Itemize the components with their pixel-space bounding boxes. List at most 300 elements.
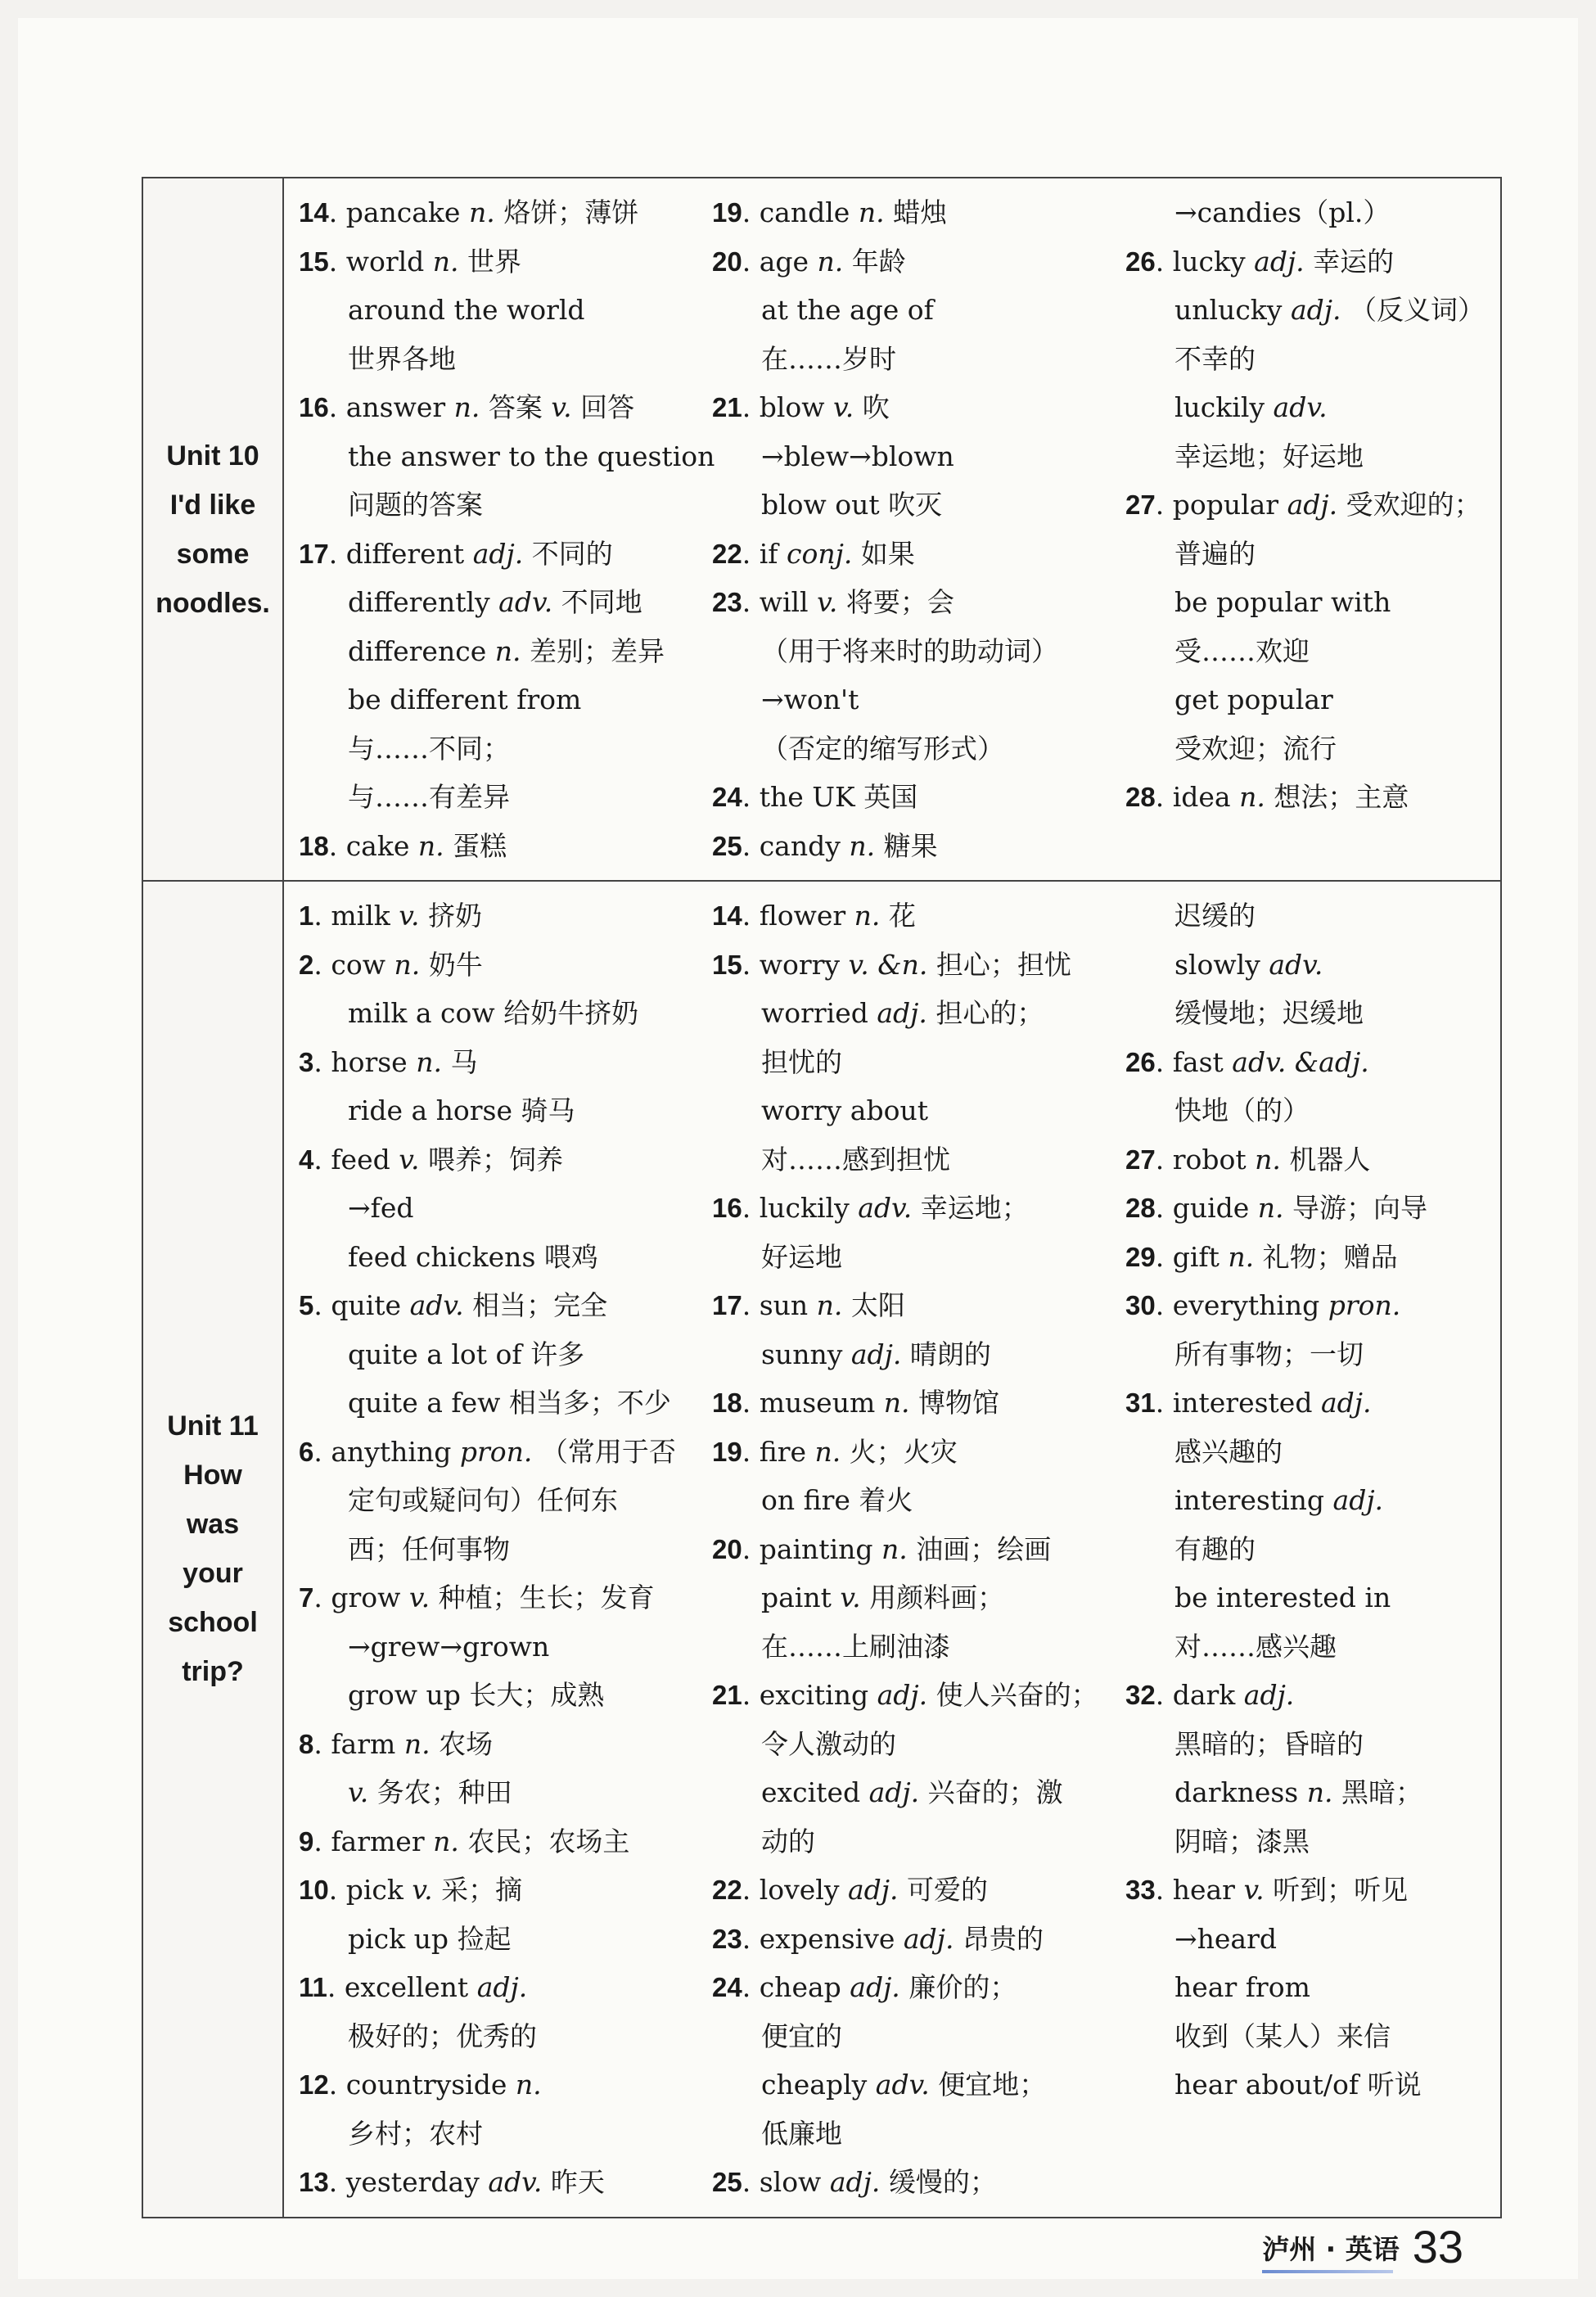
entry-meaning: 采；摘 [441,1874,523,1906]
part-of-speech: v. [408,1582,431,1613]
entry-text: worry about [761,1094,928,1126]
unit-vocabulary [283,178,1501,881]
vocab-entry: 30. everything pron. [1125,1289,1401,1321]
vocab-entry-detail [299,1233,712,1282]
vocab-entry: 6. anything pron. （常用于否 [299,1435,676,1468]
part-of-speech: n. [816,1289,843,1321]
entry-meaning: 马 [450,1045,478,1078]
part-of-speech: adv. &adj. [1232,1045,1369,1078]
part-of-speech: adv. [1273,391,1328,423]
vocab-entry: 28. guide n. 导游；向导 [1125,1192,1428,1224]
part-of-speech: adj. [1243,1679,1295,1711]
vocab-entry: 18. museum n. 博物馆 [712,1387,1000,1419]
vocab-entry: 20. painting n. 油画；绘画 [712,1532,1052,1565]
entry-meaning: 蛋糕 [453,829,507,862]
part-of-speech: adv. [875,2069,930,2101]
vocab-entry-detail [712,1573,1125,1622]
vocab-entry-detail [1125,1476,1490,1525]
entry-text: difference [348,634,487,667]
vocab-entry: 25. candy n. 糖果 [712,829,938,862]
vocab-entry-detail [712,335,1125,384]
vocab-entry: 25. slow adj. 缓慢的； [712,2166,997,2198]
entry-number: 18 [712,1388,742,1418]
entry-number: 2 [299,949,314,980]
vocab-entry-detail [299,335,712,384]
entry-meaning: 烙饼；薄饼 [503,196,639,228]
entry-word: blow [759,391,825,423]
vocab-entry-detail [712,627,1125,676]
entry-number: 15 [712,949,742,980]
entry-number: 21 [712,392,742,422]
part-of-speech: adj. [868,1776,920,1808]
entry-meaning: 幸运地； [920,1192,1029,1224]
part-of-speech: adj. [476,1971,528,2003]
vocab-entry: 23. will v. 将要；会 [712,586,954,618]
entry-word: will [759,586,809,618]
entry-text: 在……上刷油漆 [761,1630,950,1663]
entry-number: 5 [299,1290,314,1320]
entry-text: 对……感兴趣 [1174,1630,1337,1663]
entry-number: 16 [299,392,329,422]
part-of-speech: n. [854,900,881,932]
entry-number: 28 [1125,1193,1156,1223]
vocab-column [712,891,1125,2207]
entry-word: candy [759,829,841,862]
part-of-speech: n. [1239,781,1265,813]
entry-text: 缓慢地；迟缓地 [1174,997,1364,1029]
part-of-speech: adj. [850,1971,900,2003]
entry-meaning: （常用于否 [540,1435,676,1468]
entry-text: be interested in [1174,1582,1391,1613]
entry-meaning: 回答 [580,391,635,423]
vocab-entry: 3. horse n. 马 [299,1045,478,1078]
vocab-entry: 14. pancake n. 烙饼；薄饼 [299,196,639,228]
vocab-entry-detail [1125,941,1490,990]
vocab-entry-detail [712,989,1125,1038]
vocab-entry-detail [712,286,1125,335]
vocab-entry: 26. lucky adj. 幸运的 [1125,245,1395,278]
vocab-entry-detail [712,2012,1125,2061]
vocab-entry: 21. exciting adj. 使人兴奋的； [712,1679,1098,1711]
vocab-entry-detail [1125,989,1490,1038]
part-of-speech: n. [1255,1143,1281,1176]
vocab-entry-detail [712,1817,1125,1866]
unit-title-line: I'd like [169,489,256,521]
vocab-entry-detail [1125,286,1490,335]
part-of-speech: n. [494,634,521,667]
vocab-entry-detail [1125,891,1490,941]
entry-text: slowly [1174,948,1260,981]
vocab-entry-detail [712,1720,1125,1769]
page [18,18,1578,2279]
part-of-speech: adj. [903,1922,954,1955]
part-of-speech: n. [883,1387,910,1419]
part-of-speech: n. [849,829,876,862]
vocab-entry-detail [712,2060,1125,2110]
entry-text: 世界各地 [348,342,456,375]
entry-text: 快地（的） [1174,1094,1310,1126]
part-of-speech: adj. [877,1679,928,1711]
part-of-speech: n. [468,196,495,228]
entry-meaning: 蜡烛 [893,196,948,228]
vocab-entry: 14. flower n. 花 [712,900,916,932]
unit-title-line: How [183,1460,242,1491]
entry-meaning: 花 [888,900,916,932]
vocab-entry-detail [1125,432,1490,481]
entry-number: 25 [712,830,742,861]
vocab-entry-detail [1125,1720,1490,1769]
page-footer [1262,2220,1463,2273]
entry-text: 阴暗；漆黑 [1174,1825,1310,1857]
part-of-speech: pron. [459,1435,533,1468]
vocab-entry: 27. popular adj. 受欢迎的； [1125,489,1481,521]
entry-word: worry [759,948,841,981]
entry-text: paint [761,1582,832,1613]
entry-meaning: 火；火灾 [849,1435,958,1468]
unit-row [142,178,1501,881]
entry-word: farm [331,1727,396,1760]
part-of-speech: n. [1306,1776,1333,1808]
vocab-entry: 22. lovely adj. 可爱的 [712,1874,989,1906]
entry-meaning: 不同的 [531,537,613,570]
vocab-entry-detail [1125,675,1490,724]
unit-title-line: school [168,1607,258,1639]
entry-number: 10 [299,1875,329,1905]
vocab-entry-detail [712,724,1125,774]
unit-title-line: noodles. [156,587,270,619]
vocab-entry-detail [712,1233,1125,1282]
part-of-speech: adv. [1269,948,1323,981]
entry-meaning: 相当；完全 [472,1289,608,1321]
vocab-entry-detail [1125,1330,1490,1379]
part-of-speech: n. [858,196,885,228]
entry-meaning: 油画；绘画 [916,1532,1052,1565]
entry-number: 11 [299,1972,327,2002]
entry-word: expensive [759,1922,895,1955]
entry-text: blow out 吹灭 [761,489,943,521]
entry-number: 23 [712,1923,742,1954]
entry-number: 28 [1125,782,1156,812]
entry-text: unlucky [1174,294,1283,326]
entry-word: cake [345,829,410,862]
vocab-entry-detail [1125,627,1490,676]
entry-number: 20 [712,246,742,277]
vocab-column [299,188,715,870]
vocab-entry-detail [1125,578,1490,627]
entry-number: 24 [712,782,742,812]
vocabulary-table [142,177,1502,2218]
vocab-entry: 1. milk v. 挤奶 [299,900,482,932]
unit-vocabulary [283,881,1501,2218]
entry-text: 收到（某人）来信 [1174,2019,1391,2052]
entry-word: world [345,245,425,278]
unit-title [142,178,283,881]
entry-meaning: 差别；差异 [529,634,665,667]
vocab-entry-detail [299,1379,712,1428]
unit-title-line: Unit 11 [167,1410,259,1442]
entry-text: at the age of [761,294,934,326]
part-of-speech: n. [1228,1240,1255,1273]
entry-number: 27 [1125,490,1156,520]
vocab-entry-detail [299,627,712,676]
unit-row [142,881,1501,2218]
entry-text: 与……不同； [348,732,510,765]
entry-text: 西；任何事物 [348,1532,510,1565]
vocab-entry-detail [1125,1573,1490,1622]
entry-meaning: 奶牛 [428,948,483,981]
entry-word: robot [1172,1143,1247,1176]
entry-word: excellent [344,1971,469,2003]
entry-word: if [759,537,778,570]
entry-text: grow up 长大；成熟 [348,1679,605,1711]
vocab-column [299,891,712,2207]
entry-meaning: 农民；农场主 [467,1825,630,1857]
entry-meaning: 可爱的 [907,1874,989,1906]
vocab-entry: 20. age n. 年龄 [712,245,906,278]
entry-meaning: 太阳 [850,1289,905,1321]
vocab-entry-detail [712,1330,1125,1379]
vocab-entry-detail [712,675,1125,724]
entry-meaning: 机器人 [1289,1143,1371,1176]
footer-label: 泸州 · 英语 [1262,2233,1400,2265]
entry-number: 13 [299,2167,329,2197]
vocab-entry: 5. quite adv. 相当；完全 [299,1289,608,1321]
entry-word: museum [759,1387,876,1419]
part-of-speech: conj. [786,537,853,570]
entry-number: 33 [1125,1875,1156,1905]
vocab-entry: 29. gift n. 礼物；赠品 [1125,1240,1398,1273]
vocab-entry: 22. if conj. 如果 [712,537,915,570]
vocab-column [1125,891,1490,2207]
entry-word: dark [1172,1679,1236,1711]
entry-number: 19 [712,1436,742,1467]
entry-number: 26 [1125,1046,1156,1077]
vocab-entry-detail [299,2012,712,2061]
vocab-entry-detail [712,2110,1125,2159]
entry-number: 7 [299,1582,314,1613]
entry-number: 12 [299,2069,329,2100]
vocab-entry-detail [1125,1817,1490,1866]
entry-number: 14 [712,900,742,931]
entry-word: fast [1172,1045,1224,1078]
entry-word: guide [1172,1192,1250,1224]
unit-title-line: trip? [182,1656,244,1688]
entry-word: farmer [331,1825,425,1857]
part-of-speech: n. [515,2069,542,2101]
entry-word: gift [1172,1240,1220,1273]
entry-meaning: 缓慢的； [888,2166,997,2198]
entry-text: luckily [1174,391,1265,423]
entry-meaning: 不同地 [561,586,642,618]
part-of-speech: v. [833,391,854,423]
vocab-columns [284,178,1500,880]
vocab-entry: 18. cake n. 蛋糕 [299,829,507,862]
part-of-speech: adv. [858,1192,913,1224]
part-of-speech: adj. [1287,489,1338,521]
vocab-entry: 8. farm n. 农场 [299,1727,494,1760]
vocab-entry: 15. worry v. &n. 担心；担忧 [712,948,1071,981]
entry-text: 便宜的 [761,2019,842,2052]
entry-number: 3 [299,1046,314,1077]
entry-number: 22 [712,538,742,569]
vocab-entry: 24. cheap adj. 廉价的； [712,1971,1017,2003]
vocab-entry: 11. excellent adj. [299,1971,528,2003]
vocab-columns [284,882,1500,2217]
entry-text: 所有事物；一切 [1174,1338,1364,1370]
vocab-entry-detail [1125,1622,1490,1672]
entry-meaning: 农场 [439,1727,494,1760]
vocab-entry-detail [299,578,712,627]
vocab-entry: 26. fast adv. &adj. [1125,1045,1369,1078]
part-of-speech: v. [399,900,420,932]
vocab-entry: 4. feed v. 喂养；饲养 [299,1143,563,1176]
entry-meaning: 用颜料画； [869,1582,1005,1613]
entry-word: quite [331,1289,402,1321]
entry-meaning: 受欢迎的； [1346,489,1481,521]
entry-word: everything [1172,1289,1320,1321]
entry-text: milk a cow 给奶牛挤奶 [348,997,639,1029]
entry-number: 26 [1125,246,1156,277]
entry-number: 4 [299,1144,314,1175]
vocab-entry: 7. grow v. 种植；生长；发育 [299,1582,655,1613]
entry-number: 25 [712,2167,742,2197]
vocab-entry-detail [299,1915,712,1964]
entry-text: 在……岁时 [761,342,896,375]
entry-text: 问题的答案 [348,489,483,521]
part-of-speech: adj. [848,1874,899,1906]
vocab-entry-detail [1125,1915,1490,1964]
entry-number: 21 [712,1680,742,1710]
entry-meaning: 廉价的； [908,1971,1017,2003]
vocab-entry-detail [299,1184,712,1233]
vocab-entry-detail [299,1768,712,1817]
entry-word: milk [331,900,390,932]
entry-text: 与……有差异 [348,781,510,813]
entry-text: the answer to the question [348,440,715,472]
vocab-entry-detail [1125,2060,1490,2110]
part-of-speech: n. [416,1045,442,1078]
vocab-entry: 12. countryside n. [299,2069,542,2101]
entry-word: candle [759,196,850,228]
entry-word: pick [345,1874,404,1906]
entry-meaning: 昨天 [550,2166,605,2198]
vocab-entry: 10. pick v. 采；摘 [299,1874,523,1906]
entry-word: horse [331,1045,408,1078]
entry-number: 15 [299,246,329,277]
vocab-column [1125,188,1490,870]
entry-text: excited [761,1776,861,1808]
entry-word: age [759,245,809,278]
entry-meaning: 答案 [488,391,543,423]
entry-text: （用于将来时的助动词） [761,634,1058,667]
part-of-speech: v. [817,586,838,618]
entry-text: 极好的；优秀的 [348,2019,537,2052]
vocab-entry-detail [299,432,715,481]
part-of-speech: adj. [850,1338,902,1370]
entry-meaning: 导游；向导 [1292,1192,1428,1224]
vocab-entry: 2. cow n. 奶牛 [299,948,483,981]
entry-meaning: 将要；会 [845,586,954,618]
entry-meaning: 世界 [467,245,522,278]
entry-meaning: 挤奶 [427,900,482,932]
part-of-speech: adv. [498,586,553,618]
vocab-entry-detail [1125,530,1490,579]
entry-meaning: 担心的； [936,997,1044,1029]
entry-text: on fire 着火 [761,1484,913,1516]
vocab-entry-detail [1125,1086,1490,1135]
entry-meaning: 礼物；赠品 [1262,1240,1398,1273]
vocab-entry-detail [299,1671,712,1720]
vocab-entry-detail [712,1135,1125,1185]
vocab-entry-detail [1125,1768,1490,1817]
entry-text: 迟缓的 [1174,900,1256,932]
part-of-speech: pron. [1328,1289,1401,1321]
vocab-entry-detail [299,1086,712,1135]
entry-text: →grew→grown [348,1630,550,1663]
entry-text: hear from [1174,1971,1310,2003]
part-of-speech: n. [404,1727,431,1760]
entry-word: the UK [759,781,855,813]
vocab-entry-detail [1125,724,1490,774]
part-of-speech: v. [1243,1874,1265,1906]
entry-number: 22 [712,1875,742,1905]
entry-text: around the world [348,294,585,326]
entry-text: 乡村；农村 [348,2117,483,2150]
vocab-entry: 19. candle n. 蜡烛 [712,196,948,228]
entry-word: popular [1172,489,1279,521]
entry-word: idea [1172,781,1231,813]
entry-meaning: 如果 [860,537,915,570]
entry-word: sun [759,1289,809,1321]
entry-number: 9 [299,1825,314,1857]
entry-meaning: 晴朗的 [909,1338,991,1370]
entry-text: 对……感到担忧 [761,1143,950,1176]
part-of-speech: n. [394,948,421,981]
entry-meaning: 喂养；饲养 [427,1143,563,1176]
vocab-entry: 17. sun n. 太阳 [712,1289,905,1321]
vocab-entry-detail [299,481,712,530]
entry-number: 19 [712,197,742,228]
vocab-entry: 19. fire n. 火；火灾 [712,1435,958,1468]
vocab-entry-detail [1125,335,1490,384]
part-of-speech: adj. [1320,1387,1372,1419]
entry-text: hear about/of 听说 [1174,2069,1422,2101]
page-number: 33 [1412,2221,1463,2272]
part-of-speech: v. [412,1874,433,1906]
vocab-entry-detail [299,773,712,822]
entry-number: 18 [299,830,329,861]
vocab-entry: 33. hear v. 听到；听见 [1125,1874,1409,1906]
entry-text: be different from [348,684,582,715]
entry-word: slow [759,2166,822,2198]
entry-meaning: 想法；主意 [1274,781,1409,813]
entry-word: anything [331,1435,452,1468]
entry-text: darkness [1174,1776,1299,1808]
vocab-entry-detail [299,1622,712,1672]
entry-number: 8 [299,1728,314,1759]
entry-text: interesting [1174,1484,1325,1516]
part-of-speech: n. [814,1435,841,1468]
entry-number: 27 [1125,1144,1156,1175]
entry-text: 令人激动的 [761,1727,896,1760]
entry-word: lovely [759,1874,840,1906]
vocab-entry-detail [1125,383,1490,432]
entry-text: 定句或疑问句）任何东 [348,1484,618,1516]
vocab-entry-detail [299,286,712,335]
part-of-speech: adj. [829,2166,881,2198]
entry-meaning: 黑暗； [1341,1776,1422,1808]
unit-title-line: was [186,1509,240,1541]
